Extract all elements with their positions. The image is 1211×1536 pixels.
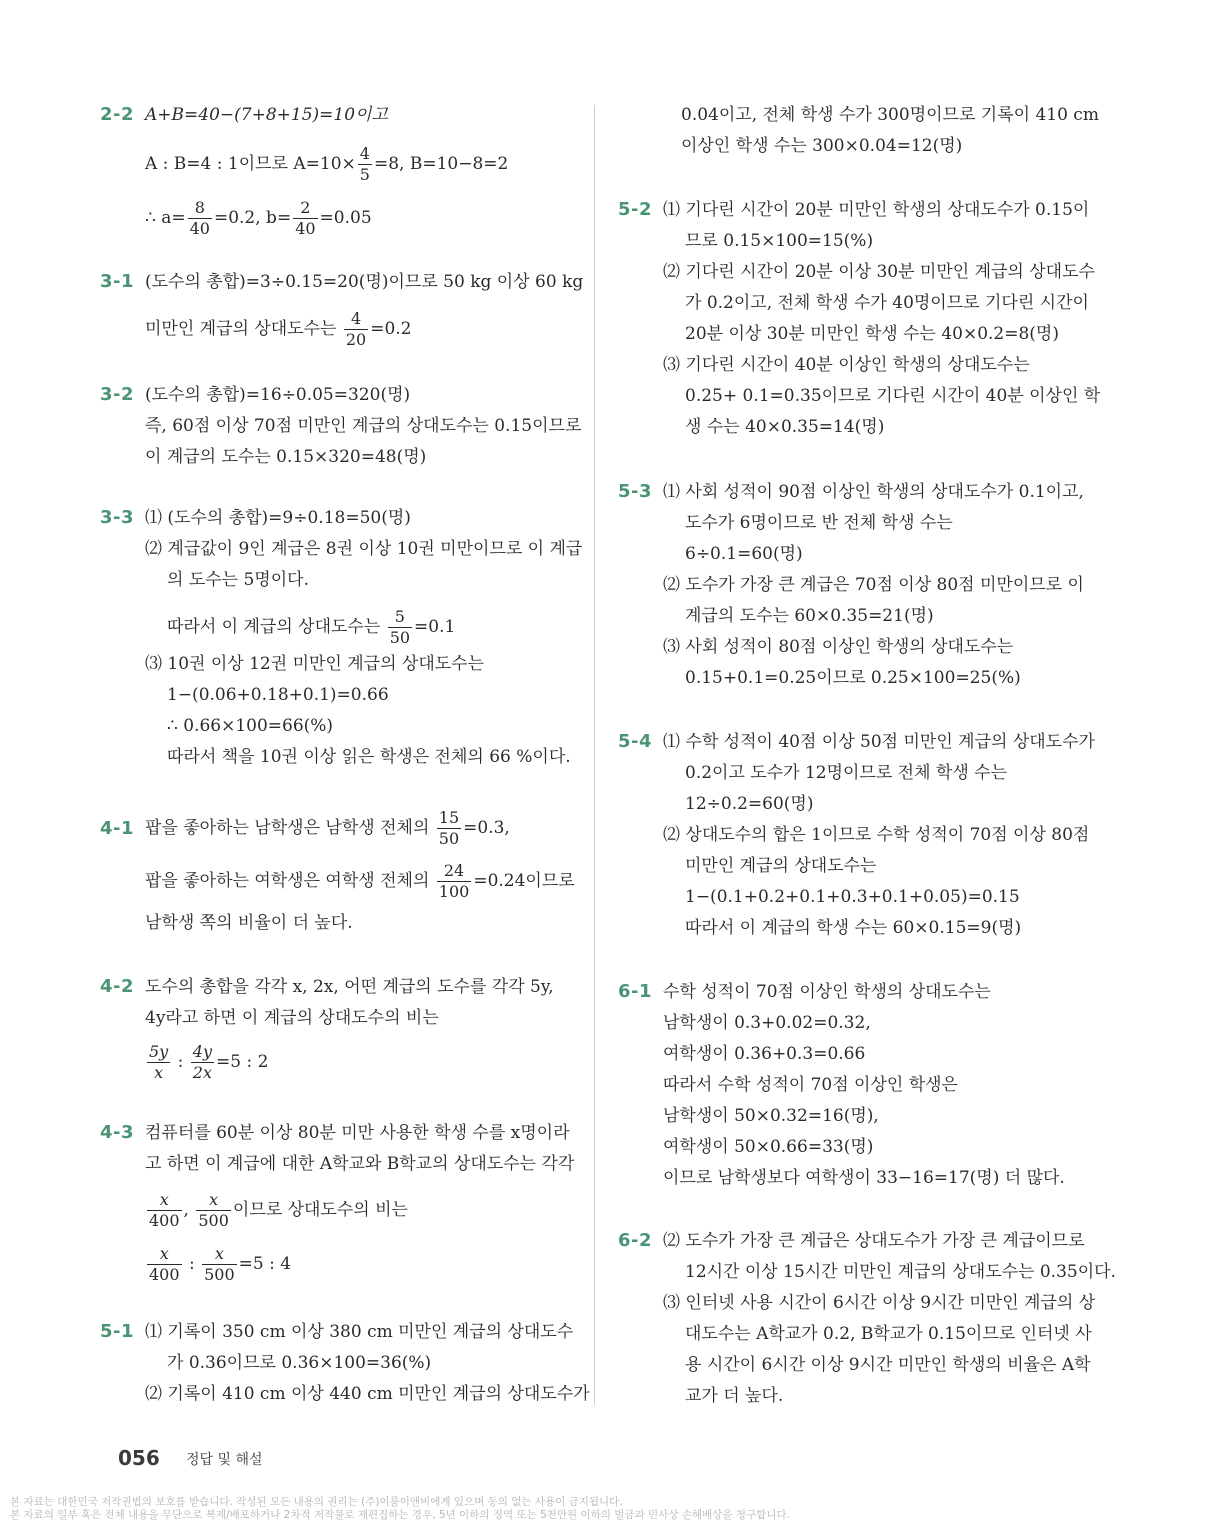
solution-line: 6÷0.1=60(명) [685, 544, 803, 564]
solution-line: ⑵ 계급값이 9인 계급은 8권 이상 10권 미만이므로 이 계급 [145, 539, 583, 559]
solution-line: ⑴ 수학 성적이 40점 이상 50점 미만인 계급의 상대도수가 [663, 732, 1095, 752]
fraction: $\frac{5}{50}$ [389, 607, 411, 647]
copyright-notice [10, 1496, 1200, 1522]
solution-line: 컴퓨터를 60분 이상 80분 미만 사용한 학생 수를 x명이라 [145, 1123, 570, 1143]
problem-number: 6-2 [618, 1230, 653, 1251]
problem-number: 5-4 [618, 731, 653, 752]
solution-line: $\frac{5y}{x}$ : $\frac{4y}{2x}$ =5 : 2 [149, 1042, 269, 1082]
solution-line: 0.04이고, 전체 학생 수가 300명이므로 기록이 410 cm [681, 105, 1099, 125]
solution-line: ⑴ 기록이 350 cm 이상 380 cm 미만인 계급의 상대도수 [145, 1322, 574, 1342]
fraction: $\frac{5y}{x}$ [149, 1042, 169, 1082]
solution-line: 의 도수는 5명이다. [167, 570, 309, 590]
solution-line: 12시간 이상 15시간 미만인 계급의 상대도수는 0.35이다. [685, 1262, 1116, 1282]
solution-line: ⑵ 도수가 가장 큰 계급은 상대도수가 가장 큰 계급이므로 [663, 1231, 1085, 1251]
problem-number: 3-3 [100, 507, 135, 528]
column-divider [594, 105, 595, 1405]
solution-line: 계급의 도수는 60×0.35=21(명) [685, 606, 934, 626]
solution-line: 므로 0.15×100=15(%) [685, 231, 874, 251]
problem-number: 5-3 [618, 481, 653, 502]
solution-line: ∴ 0.66×100=66(%) [167, 716, 334, 736]
solution-line: 대도수는 A학교가 0.2, B학교가 0.15이므로 인터넷 사 [685, 1324, 1092, 1344]
solution-line: 이므로 남학생보다 여학생이 33−16=17(명) 더 많다. [663, 1168, 1065, 1188]
solution-line: 남학생이 0.3+0.02=0.32, [663, 1013, 871, 1033]
solution-line: ⑴ 기다린 시간이 20분 미만인 학생의 상대도수가 0.15이 [663, 200, 1090, 220]
solution-line: ⑵ 기다린 시간이 20분 이상 30분 미만인 계급의 상대도수 [663, 262, 1095, 282]
fraction: $\frac{4y}{2x}$ [192, 1042, 212, 1082]
copyright-line: 본 자료는 대한민국 저작권법의 보호를 받습니다. 작성된 모든 내용의 권리는 (주)이룸이앤비에게 있으며 동의 없는 사용이 금지됩니다. [10, 1496, 623, 1508]
solution-line: 따라서 수학 성적이 70점 이상인 학생은 [663, 1075, 958, 1095]
problem-number: 4-1 [100, 818, 135, 839]
solution-line: 생 수는 40×0.35=14(명) [685, 417, 885, 437]
solution-line: 미만인 계급의 상대도수는 $\frac{4}{20}$ =0.2 [145, 309, 412, 349]
solution-line: 1−(0.06+0.18+0.1)=0.66 [167, 685, 389, 705]
problem-number: 2-2 [100, 104, 135, 125]
fraction: $\frac{4}{20}$ [345, 309, 367, 349]
solution-line: 가 0.2이고, 전체 학생 수가 40명이므로 기다린 시간이 [685, 293, 1089, 313]
solution-line: ⑴ (도수의 총합)=9÷0.18=50(명) [145, 508, 411, 528]
solution-line: 남학생 쪽의 비율이 더 높다. [145, 913, 353, 933]
solution-line: A : B=4 : 1이므로 A=10× $\frac{4}{5}$ =8, B=10−8=2 [145, 144, 509, 184]
solution-line: $\frac{x}{400}$ : $\frac{x}{500}$ =5 : 4 [149, 1244, 292, 1284]
solution-line: ⑶ 인터넷 사용 시간이 6시간 이상 9시간 미만인 계급의 상 [663, 1293, 1096, 1313]
solution-line: 팝을 좋아하는 남학생은 남학생 전체의 $\frac{15}{50}$ =0.3, [145, 808, 510, 848]
solution-line: 따라서 이 계급의 상대도수는 $\frac{5}{50}$ =0.1 [167, 607, 456, 647]
solution-line: 용 시간이 6시간 이상 9시간 미만인 학생의 비율은 A학 [685, 1355, 1091, 1375]
fraction: $\frac{2}{40}$ [295, 198, 316, 238]
fraction: $\frac{x}{500}$ [204, 1244, 235, 1284]
solution-line: 4y라고 하면 이 계급의 상대도수의 비는 [145, 1008, 439, 1028]
solution-line: 도수가 6명이므로 반 전체 학생 수는 [685, 513, 953, 533]
fraction: $\frac{24}{100}$ [438, 861, 470, 901]
solution-line: 여학생이 0.36+0.3=0.66 [663, 1044, 866, 1064]
fraction: $\frac{4}{5}$ [359, 144, 370, 184]
problem-number: 4-3 [100, 1122, 135, 1143]
copyright-line: 본 자료의 일부 혹은 전체 내용을 무단으로 복제/배포하거나 2차적 저작물로 재편집하는 경우, 5년 이하의 징역 또는 5천만원 이하의 벌금과 민사상 손해배상을 청구합니다. [10, 1509, 790, 1521]
solution-line: ⑶ 기다린 시간이 40분 이상인 학생의 상대도수는 [663, 355, 1030, 375]
solution-line: (도수의 총합)=16÷0.05=320(명) [145, 385, 411, 405]
page-number: 056 [118, 1446, 160, 1470]
solution-line: 가 0.36이므로 0.36×100=36(%) [167, 1353, 432, 1373]
solution-line: 즉, 60점 이상 70점 미만인 계급의 상대도수는 0.15이므로 [145, 416, 582, 436]
solution-line: 팝을 좋아하는 여학생은 여학생 전체의 $\frac{24}{100}$ =0.24이므로 [145, 861, 575, 901]
solution-line: 따라서 책을 10권 이상 읽은 학생은 전체의 66 %이다. [167, 747, 571, 767]
solution-line: 미만인 계급의 상대도수는 [685, 856, 877, 876]
problem-number: 4-2 [100, 976, 135, 997]
solution-line: 0.15+0.1=0.25이므로 0.25×100=25(%) [685, 668, 1021, 688]
problem-number: 3-2 [100, 384, 135, 405]
fraction: $\frac{x}{400}$ [149, 1190, 180, 1230]
solution-line: A+B=40−(7+8+15)=10이고 [145, 105, 388, 125]
solution-line: 따라서 이 계급의 학생 수는 60×0.15=9(명) [685, 918, 1022, 938]
solution-line: 도수의 총합을 각각 x, 2x, 어떤 계급의 도수를 각각 5y, [145, 977, 554, 997]
solution-line: ⑵ 도수가 가장 큰 계급은 70점 이상 80점 미만이므로 이 [663, 575, 1084, 595]
solution-line: ⑶ 사회 성적이 80점 이상인 학생의 상대도수는 [663, 637, 1014, 657]
solution-line: ∴ a= $\frac{8}{40}$ =0.2, b= $\frac{2}{40}$ =0.05 [145, 198, 372, 238]
fraction: $\frac{x}{500}$ [198, 1190, 229, 1230]
solution-line: ⑵ 기록이 410 cm 이상 440 cm 미만인 계급의 상대도수가 [145, 1384, 590, 1404]
solution-line: ⑴ 사회 성적이 90점 이상인 학생의 상대도수가 0.1이고, [663, 482, 1084, 502]
problem-number: 5-2 [618, 199, 653, 220]
problem-number: 5-1 [100, 1321, 135, 1342]
solution-line: 1−(0.1+0.2+0.1+0.3+0.1+0.05)=0.15 [685, 887, 1020, 907]
solution-line: ⑶ 10권 이상 12권 미만인 계급의 상대도수는 [145, 654, 485, 674]
solution-line: 고 하면 이 계급에 대한 A학교와 B학교의 상대도수는 각각 [145, 1154, 575, 1174]
solution-line: 0.25+ 0.1=0.35이므로 기다린 시간이 40분 이상인 학 [685, 386, 1101, 406]
solution-line: 여학생이 50×0.66=33(명) [663, 1137, 874, 1157]
problem-number: 6-1 [618, 981, 653, 1002]
solution-line: 20분 이상 30분 미만인 학생 수는 40×0.2=8(명) [685, 324, 1059, 344]
solution-line: 0.2이고 도수가 12명이므로 전체 학생 수는 [685, 763, 1008, 783]
solution-line: 12÷0.2=60(명) [685, 794, 814, 814]
solution-line: 이 계급의 도수는 0.15×320=48(명) [145, 447, 427, 467]
section-title: 정답 및 해설 [186, 1452, 263, 1468]
fraction: $\frac{8}{40}$ [189, 198, 210, 238]
solution-line: 이상인 학생 수는 300×0.04=12(명) [681, 136, 963, 156]
problem-number: 3-1 [100, 271, 135, 292]
solution-line: 수학 성적이 70점 이상인 학생의 상대도수는 [663, 982, 991, 1002]
fraction: $\frac{15}{50}$ [438, 808, 460, 848]
solution-line: 교가 더 높다. [685, 1386, 784, 1406]
fraction: $\frac{x}{400}$ [149, 1244, 180, 1284]
solution-line: 남학생이 50×0.32=16(명), [663, 1106, 879, 1126]
solution-line: (도수의 총합)=3÷0.15=20(명)이므로 50 kg 이상 60 kg [145, 272, 584, 292]
solution-line: $\frac{x}{400}$ , $\frac{x}{500}$ 이므로 상대도수의 비는 [149, 1190, 408, 1230]
solution-line: ⑵ 상대도수의 합은 1이므로 수학 성적이 70점 이상 80점 [663, 825, 1090, 845]
